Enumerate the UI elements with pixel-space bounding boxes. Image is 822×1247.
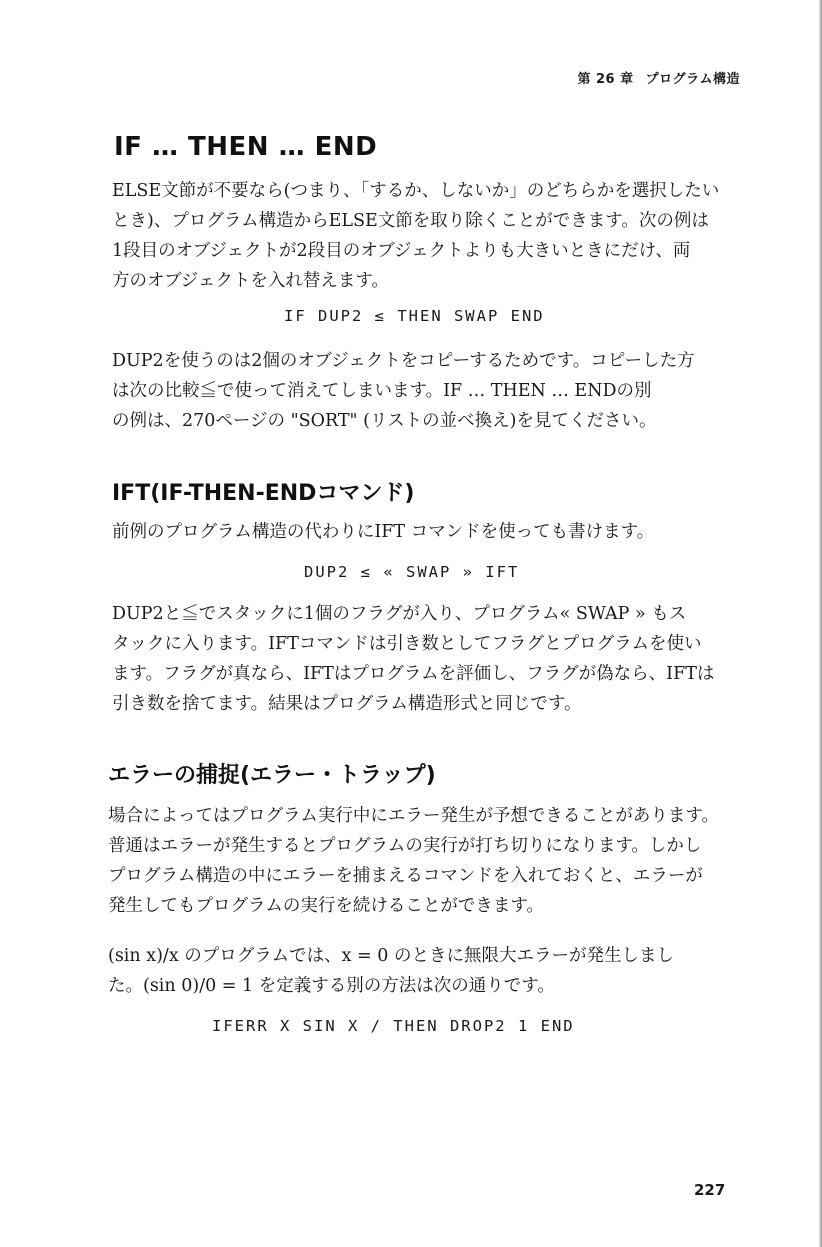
chapter-number: 第 26 章 [577, 72, 634, 87]
running-header [577, 68, 740, 87]
code-example: DUP2 ≤ « SWAP » IFT [304, 563, 520, 581]
body-paragraph: 場合によってはプログラム実行中にエラー発生が予想できることがあります。 普通はエラーが発生するとプログラムの実行が打ち切りになります。しかし プログラム構造の中にエラーを捕まえるコマンドを入れておくと、エラーが 発生してもプログラムの実行を続けることができます。 [108, 806, 719, 916]
body-paragraph: (sin x)/x のプログラムでは、x = 0 のときに無限大エラーが発生しまし た。(sin 0)/0 = 1 を定義する別の方法は次の通りです。 [108, 946, 674, 996]
body-paragraph: ELSE文節が不要なら(つまり、「するか、しないか」のどちらかを選択したい とき)、プログラム構造からELSE文節を取り除くことができます。次の例は 1段目のオブジェクトが2段目のオブジェクトよりも大きいときにだけ、両 方のオブジェクトを入れ替えます。 [112, 181, 720, 291]
page-number: 227 [694, 1181, 726, 1199]
body-paragraph: DUP2を使うのは2個のオブジェクトをコピーするためです。コピーした方 は次の比較≦で使って消えてしまいます。IF … THEN … ENDの別 の例は、270ページの "SORT" (リストの並べ換え)を見てください。 [112, 351, 695, 431]
section-heading-if-then-end: IF … THEN … END [114, 132, 378, 162]
body-paragraph: DUP2と≦でスタックに1個のフラグが入り、プログラム« SWAP » もス タックに入ります。IFTコマンドは引き数としてフラグとプログラムを使い ます。フラグが真なら、IFTはプログラムを評価し、フラグが偽なら、IFTは 引き数を捨てます。結果はプログラム構造形式と同じです。 [112, 604, 715, 714]
chapter-title: プログラム構造 [645, 72, 740, 87]
section-heading-error-trap: エラーの捕捉(エラー・トラップ) [108, 763, 436, 788]
body-paragraph: 前例のプログラム構造の代わりにIFT コマンドを使っても書けます。 [112, 522, 655, 542]
code-example: IF DUP2 ≤ THEN SWAP END [284, 307, 545, 325]
section-heading-ift: IFT(IF-THEN-ENDコマンド) [112, 481, 415, 506]
code-example: IFERR X SIN X / THEN DROP2 1 END [212, 1017, 575, 1035]
